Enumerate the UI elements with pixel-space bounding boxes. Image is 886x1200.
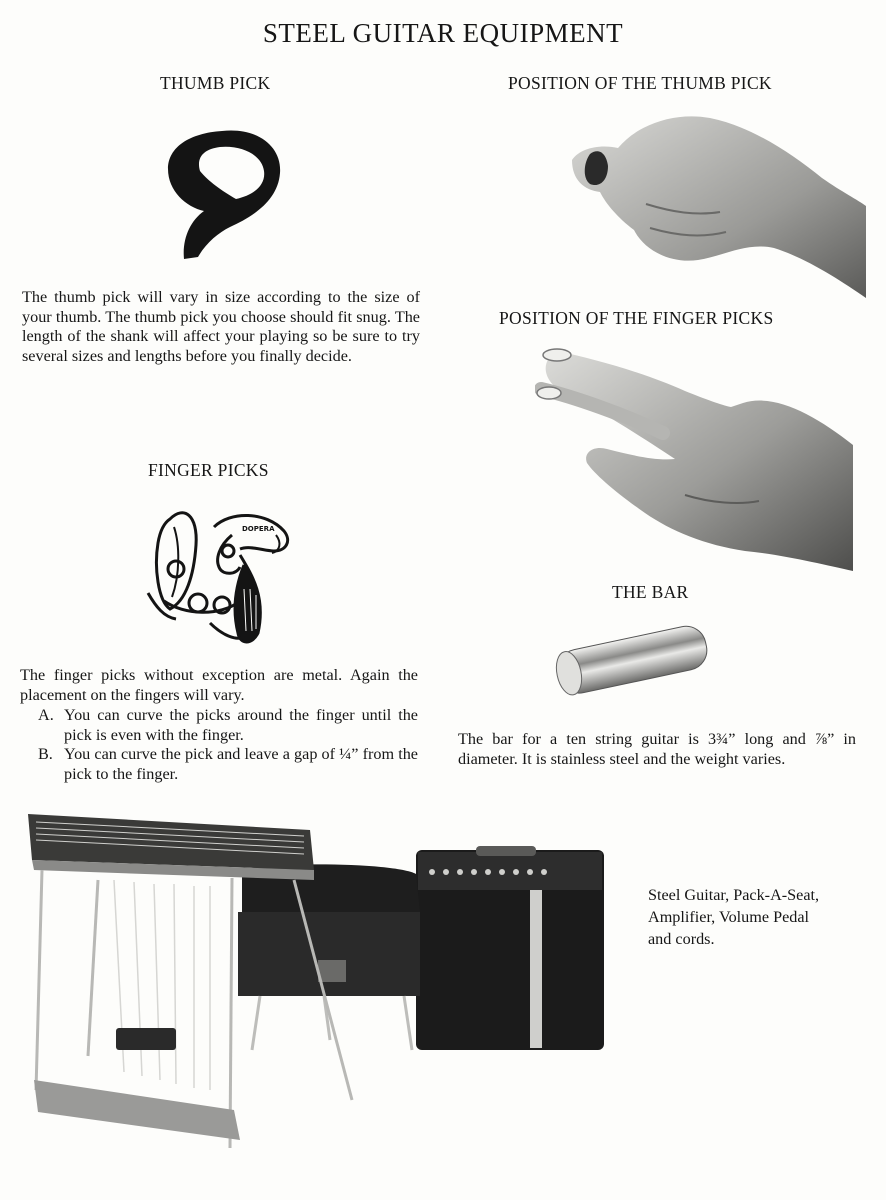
bar-photo [545,612,717,702]
equipment-caption-line-3: and cords. [648,930,715,948]
bar-heading: THE BAR [612,582,689,602]
equipment-photo [24,800,614,1170]
finger-picks-description: The finger picks without exception are metal. Again the placement on the fingers will vary. [20,666,418,704]
steel-bar-icon [545,612,717,702]
finger-picks-icon [140,505,300,655]
equipment-caption-line-1: Steel Guitar, Pack-A-Seat, [648,886,820,904]
option-text: You can curve the picks around the finger until the pick is even with the finger. [64,706,418,744]
thumb-pick-description: The thumb pick will vary in size according to the size of your thumb. The thumb pick you choose should fit snug. The length of the shank will affect your playing so be sure to try several sizes and lengths before you finally decide. [22,288,420,365]
bar-description: The bar for a ten string guitar is 3¾” long and ⅞” in diameter. It is stainless steel and the weight varies. [458,730,856,768]
amplifier-icon [416,846,604,1050]
thumb-pick-position-heading: POSITION OF THE THUMB PICK [508,73,772,93]
hand-finger-picks-icon [535,345,853,571]
finger-pick-option-b [38,745,418,784]
finger-picks-position-photo [535,345,853,571]
option-marker: A. [38,706,54,724]
equipment-caption-line-2: Amplifier, Volume Pedal [648,908,810,926]
thumb-pick-illustration [160,125,290,265]
pack-a-seat-icon [238,864,420,1050]
option-marker: B. [38,745,53,763]
finger-picks-position-heading: POSITION OF THE FINGER PICKS [499,308,774,328]
finger-picks-illustration [140,505,300,655]
steel-guitar-equipment-icon [24,800,614,1170]
thumb-pick-position-photo [560,108,866,302]
finger-picks-options [38,706,418,784]
page-title: STEEL GUITAR EQUIPMENT [262,18,624,48]
thumb-pick-icon [160,125,290,265]
hand-thumb-pick-icon [560,108,866,302]
finger-picks-heading: FINGER PICKS [148,460,269,480]
option-text: You can curve the pick and leave a gap of ¼” from the pick to the finger. [64,745,418,783]
finger-pick-label-text: DOPERA [242,525,275,533]
finger-pick-option-a [38,706,418,745]
thumb-pick-heading: THUMB PICK [160,73,271,93]
equipment-caption [648,884,868,950]
